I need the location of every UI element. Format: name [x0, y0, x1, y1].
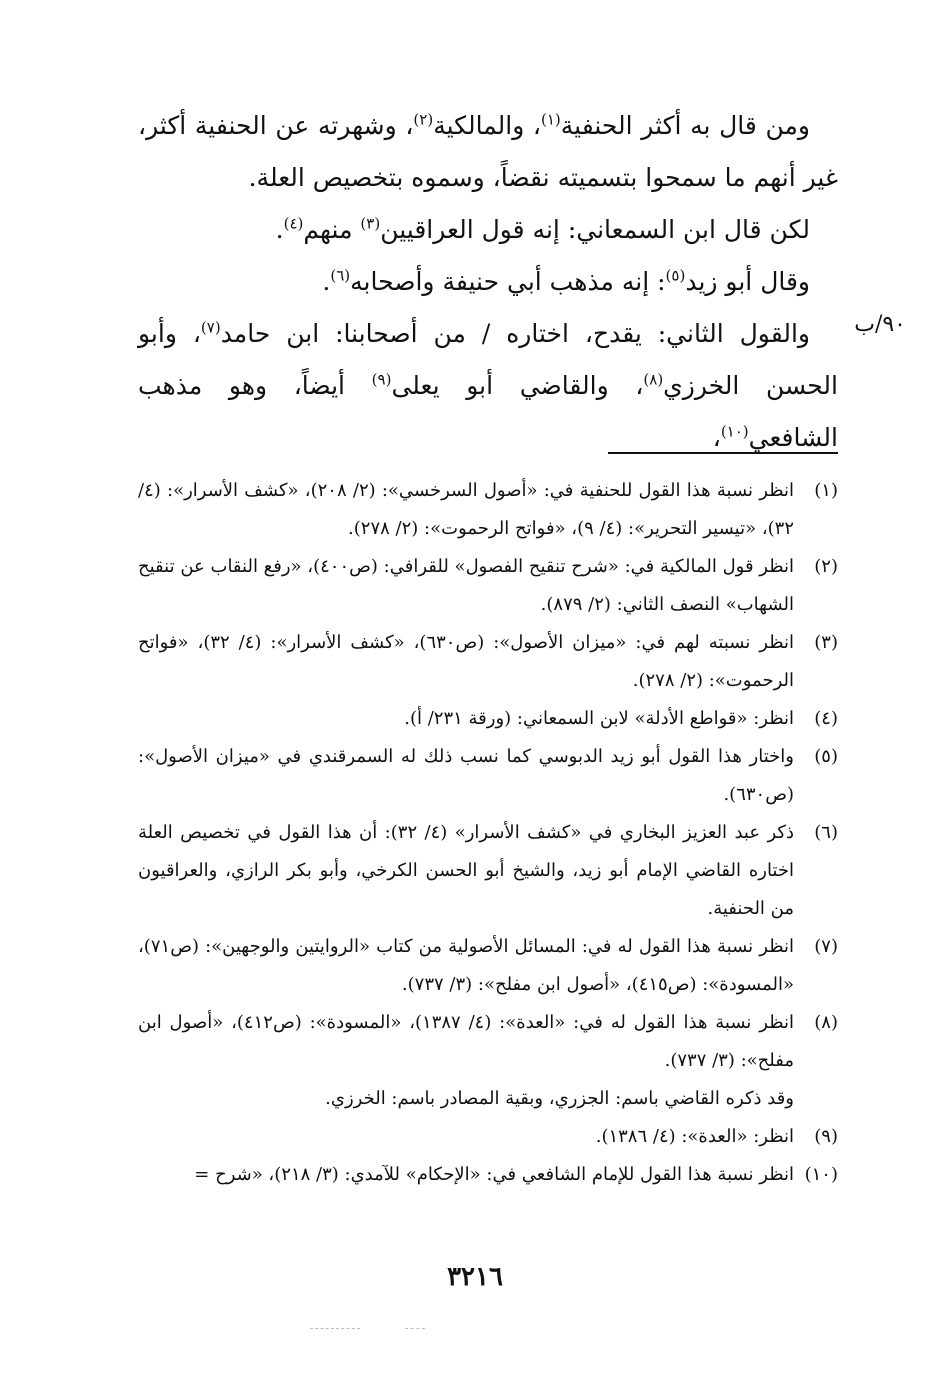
footnote-1: [138, 472, 838, 548]
footnotes-section: [138, 472, 838, 1194]
main-paragraph-3: [138, 256, 838, 308]
footnote-ref-9[interactable]: (٩): [371, 370, 392, 389]
text-run: ، وشهرته عن الحنفية أكثر، غير أنهم ما سمحوا بتسميته نقضاً، وسموه بتخصيص العلة.: [138, 111, 838, 192]
main-paragraph-4: [138, 308, 838, 464]
footnote-text: انظر نسبة هذا القول للحنفية في: «أصول السرخسي»: (٢/ ٢٠٨)، «كشف الأسرار»: (٤/ ٣٢)، «تيسير التحرير»: (٤/ ٩)، «فواتح الرحموت»: (٢/ ٢٧٨).: [138, 480, 794, 539]
footnote-text: انظر نسبته لهم في: «ميزان الأصول»: (ص٦٣٠)، «كشف الأسرار»: (٤/ ٣٢)، «فواتح الرحموت»: (٢/ ٢٧٨).: [138, 632, 795, 691]
footnote-9: [138, 1118, 838, 1156]
text-run: والقول الثاني: يقدح، اختاره / من أصحابنا: ابن حامد: [220, 319, 810, 348]
footnote-text: انظر قول المالكية في: «شرح تنقيح الفصول» للقرافي: (ص٤٠٠)، «رفع النقاب عن تنقيح الشهاب» النصف الثاني: (٢/ ٨٧٩).: [138, 556, 794, 615]
footnote-6: [138, 814, 838, 928]
main-paragraph-1: [138, 100, 838, 204]
footnote-ref-6[interactable]: (٦): [330, 266, 351, 285]
text-run: ومن قال به أكثر الحنفية: [560, 111, 810, 140]
footnote-ref-10[interactable]: (١٠): [720, 422, 749, 441]
footnote-8: [138, 1004, 838, 1080]
footnote-text: انظر نسبة هذا القول للإمام الشافعي في: «الإحكام» للآمدي: (٣/ ٢١٨)، «شرح =: [194, 1164, 794, 1185]
footnote-ref-7[interactable]: (٧): [200, 318, 221, 337]
text-run: ، والقاضي أبو يعلى: [391, 371, 644, 400]
footnote-number: (٧): [814, 936, 838, 957]
footnote-4: [138, 700, 838, 738]
footnote-text: انظر نسبة هذا القول له في: «العدة»: (٤/ ١٣٨٧)، «المسودة»: (ص٤١٢)، «أصول ابن مفلح»: (٣/ ٧٣٧).: [138, 1012, 794, 1071]
footnote-2: [138, 548, 838, 624]
footnote-text: انظر: «العدة»: (٤/ ١٣٨٦).: [595, 1126, 794, 1147]
text-run: ، وأبو الحسن الخرزي: [138, 319, 838, 400]
footnote-text: انظر نسبة هذا القول له في: المسائل الأصولية من كتاب «الروايتين والوجهين»: (ص٧١)، «المسودة»: (ص٤١٥)، «أصول ابن مفلح»: (٣/ ٧٣٧).: [138, 936, 794, 995]
text-run: منهم: [303, 215, 361, 244]
footnote-number: (٩): [814, 1126, 838, 1147]
footnote-7: [138, 928, 838, 1004]
text-run: أيضاً، وهو مذهب الشافعي: [138, 371, 838, 452]
footnote-number: (٢): [814, 556, 838, 577]
footnote-10: [138, 1156, 838, 1194]
text-run: وقال أبو زيد: [685, 267, 810, 296]
page-number: ٣٢١٦: [447, 1262, 503, 1292]
footnote-3: [138, 624, 838, 700]
text-run: : إنه مذهب أبي حنيفة وأصحابه: [350, 267, 666, 296]
footnote-text: واختار هذا القول أبو زيد الدبوسي كما نسب ذلك له السمرقندي في «ميزان الأصول»: (ص٦٣٠).: [138, 746, 794, 805]
scan-artifact: [405, 1328, 425, 1329]
footnote-ref-1[interactable]: (١): [541, 110, 561, 129]
footnote-number: (٦): [814, 822, 838, 843]
text-run: .: [322, 267, 331, 296]
manuscript-folio-marker: ٩٠/ب: [854, 312, 906, 337]
footnote-text: ذكر عبد العزيز البخاري في «كشف الأسرار» (٤/ ٣٢): أن هذا القول في تخصيص العلة اختاره القاضي الإمام أبو زيد، والشيخ أبو الحسن الكرخي، وأبو بكر الرازي، والعراقيون من الحنفية.: [138, 822, 795, 919]
footnote-5: [138, 738, 838, 814]
footnote-ref-8[interactable]: (٨): [643, 370, 664, 389]
footnote-number: (٥): [814, 746, 838, 767]
footnote-number: (١٠): [804, 1164, 838, 1185]
main-paragraph-2: [138, 204, 838, 256]
footnote-separator: [608, 452, 838, 454]
text-run: ،: [712, 423, 721, 452]
text-run: .: [275, 215, 284, 244]
main-body-text: [138, 100, 838, 464]
text-run: لكن قال ابن السمعاني: إنه قول العراقيين: [380, 215, 810, 244]
footnote-number: (٨): [814, 1012, 838, 1033]
scan-artifact: [310, 1328, 360, 1329]
text-run: ، والمالكية: [433, 111, 541, 140]
footnote-ref-5[interactable]: (٥): [665, 266, 686, 285]
footnote-number: (١): [814, 480, 838, 501]
footnote-ref-2[interactable]: (٢): [413, 110, 434, 129]
footnote-ref-4[interactable]: (٤): [283, 214, 304, 233]
footnote-ref-3[interactable]: (٣): [360, 214, 381, 233]
footnote-number: (٣): [814, 632, 838, 653]
footnote-number: (٤): [814, 708, 838, 729]
footnote-text: انظر: «قواطع الأدلة» لابن السمعاني: (ورقة ٢٣١/ أ).: [404, 708, 794, 729]
footnote-8-continuation: وقد ذكره القاضي باسم: الجزري، وبقية المصادر باسم: الخرزي.: [325, 1088, 794, 1109]
